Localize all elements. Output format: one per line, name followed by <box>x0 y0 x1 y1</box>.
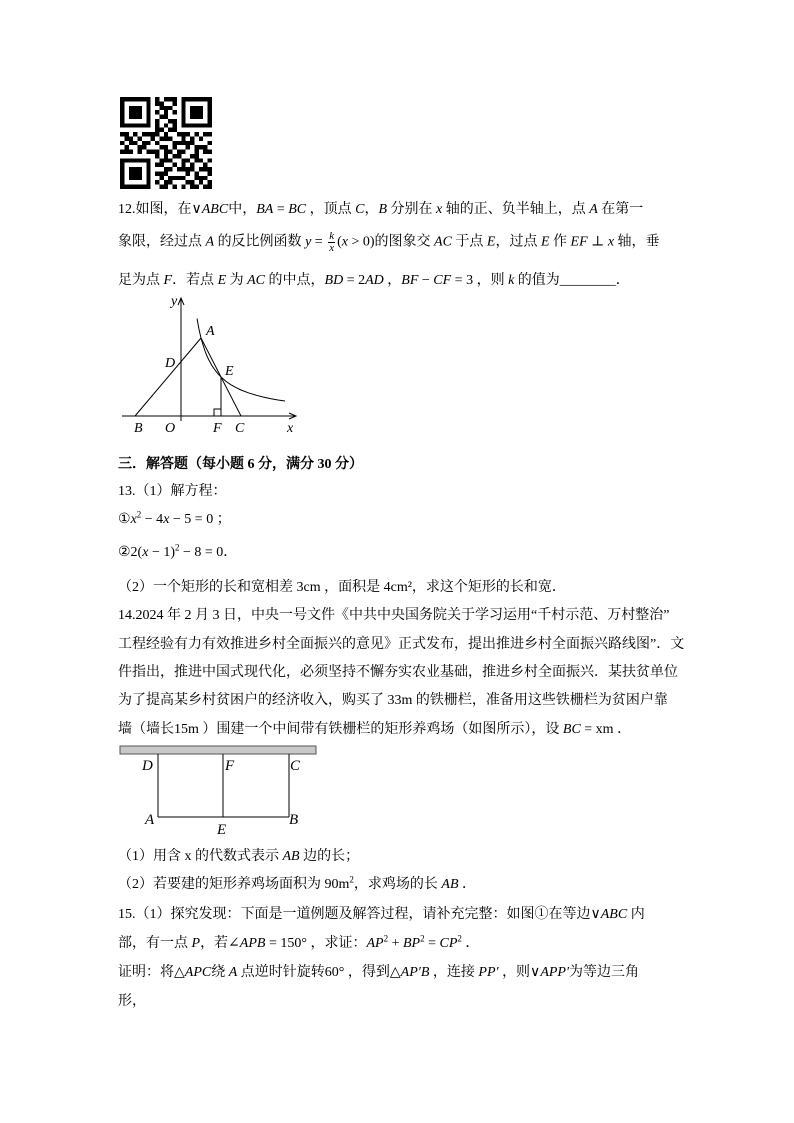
text-run: 为 <box>226 273 248 288</box>
text-run: ．若点 <box>172 273 218 288</box>
text-run: = xm ． <box>580 722 632 737</box>
math-variable: EF <box>570 234 588 250</box>
answer-blank: ________ <box>559 273 616 288</box>
math-variable: A <box>205 234 215 250</box>
text-run: ( <box>337 234 342 250</box>
text-run: > 0) <box>347 234 375 250</box>
math-variable: BC <box>288 202 307 217</box>
label-d: D <box>142 758 153 774</box>
label-e: E <box>217 822 227 838</box>
text-run: 象限，经过点 <box>118 234 206 250</box>
math-variable: P <box>191 936 201 951</box>
text-run: 轴的正、负半轴上，点 <box>442 202 590 217</box>
text-run: ． <box>461 936 480 951</box>
q13-equation-1 <box>118 510 231 530</box>
text-run: 中， <box>228 202 257 217</box>
label-f: F <box>213 421 222 436</box>
label-e: E <box>225 364 234 379</box>
text-run: = <box>273 202 289 217</box>
math-variable: B <box>378 202 388 217</box>
math-variable: ABC <box>201 202 229 217</box>
math-variable: x <box>130 512 137 527</box>
math-variable: AC <box>434 234 452 250</box>
math-variable: APP′ <box>540 965 570 980</box>
math-variable: E <box>217 273 227 288</box>
math-variable: AC <box>247 273 266 288</box>
q14-line-4 <box>118 691 668 711</box>
label-y: y <box>171 294 178 309</box>
text-run: − 4 <box>141 512 164 527</box>
text-run: ，过点 <box>495 234 541 250</box>
text-run: 的中点， <box>265 273 325 288</box>
text-run: 14.2024 年 2 月 3 日，中央一号文件《中共中央国务院关于学习运用“千村示范、万村整治” <box>118 608 670 623</box>
q14-line-5 <box>118 720 631 740</box>
text-run: − 1) <box>148 545 175 560</box>
text-run: 绕 <box>211 965 229 980</box>
q14-line-3 <box>118 663 678 683</box>
math-variable: BP <box>402 936 421 951</box>
text-run: 12.如图，在∨ <box>118 202 202 217</box>
text-run: 于点 <box>451 234 487 250</box>
text-run: ，求鸡场的长 <box>353 877 442 892</box>
fraction-denominator: x <box>329 242 335 254</box>
q13-equation-2 <box>118 543 237 563</box>
math-variable: BD <box>324 273 344 288</box>
text-run: ，则∨ <box>498 965 541 980</box>
text-run: ，连接 <box>429 965 479 980</box>
q14-figure <box>110 740 325 840</box>
text-run: ， <box>383 273 402 288</box>
text-run: − <box>418 273 434 288</box>
q13-part-2 <box>118 578 566 598</box>
section-heading: 三．解答题（每小题 6 分，满分 30 分） <box>118 457 363 472</box>
math-variable: E <box>540 234 550 250</box>
math-variable: BC <box>562 722 581 737</box>
text-run: − 8 = 0． <box>179 545 238 560</box>
fraction-numerator: k <box>329 230 335 242</box>
math-variable: x <box>607 234 615 250</box>
math-variable: BF <box>401 273 419 288</box>
q12-line-1 <box>118 200 643 220</box>
text-run: 分别在 <box>387 202 437 217</box>
label-o: O <box>165 421 176 436</box>
text-run: − 5 = 0 ； <box>169 512 231 527</box>
text-run: 的反比例函数 <box>214 234 306 250</box>
math-variable: PP′ <box>478 965 499 980</box>
math-variable: CP <box>439 936 458 951</box>
q12-figure <box>110 290 310 440</box>
text-run: 的值为 <box>514 273 560 288</box>
qr-code <box>120 97 212 189</box>
text-run: 为等边三角 <box>569 965 640 980</box>
text-run: = 2 <box>343 273 366 288</box>
label-f: F <box>225 758 235 774</box>
text-run: ⊥ <box>587 234 608 250</box>
superscript: 2 <box>175 542 180 553</box>
text-run: 部，有一点 <box>118 936 192 951</box>
text-run: ， <box>364 202 379 217</box>
q14-line-2 <box>118 635 684 655</box>
math-variable: CF <box>433 273 452 288</box>
text-run: ． <box>458 877 476 892</box>
math-variable: AB <box>441 877 459 892</box>
math-variable: k <box>508 273 515 288</box>
text-run: ． <box>615 273 630 288</box>
segment-ba <box>135 338 201 416</box>
fraction <box>328 231 335 254</box>
label-c: C <box>235 421 245 436</box>
math-variable: AP <box>366 936 384 951</box>
text-run: = <box>311 234 327 250</box>
label-a: A <box>206 324 215 339</box>
superscript: 2 <box>383 933 389 944</box>
text-run: 足为点 <box>118 273 164 288</box>
text-run: ① <box>118 512 131 527</box>
text-run: 在第一 <box>597 202 644 217</box>
math-variable: APB <box>239 936 266 951</box>
text-run: = 3 ，则 <box>451 273 509 288</box>
text-run: 为了提高某乡村贫困户的经济收入，购买了 33m 的铁栅栏，准备用这些铁栅栏为贫困户靠 <box>118 693 668 708</box>
text-run: 的图象交 <box>374 234 435 250</box>
label-b: B <box>289 812 299 828</box>
text-run: （2）一个矩形的长和宽相差 3cm ，面积是 4cm²，求这个矩形的长和宽． <box>118 580 566 595</box>
text-run: = 150° ，求证： <box>265 936 367 951</box>
q15-line-1 <box>118 905 645 925</box>
right-angle-mark <box>214 409 221 416</box>
text-run: （2）若要建的矩形养鸡场面积为 90m <box>118 877 350 892</box>
wall <box>120 746 316 754</box>
text-run: 证明：将△ <box>118 965 185 980</box>
superscript: 2 <box>349 874 354 885</box>
math-variable: y <box>305 234 312 250</box>
text-run: 内 <box>627 907 645 922</box>
text-run: 点逆时针旋转60° ，得到△ <box>237 965 401 980</box>
text-run: 轴，垂 <box>614 234 660 250</box>
math-variable: APC <box>184 965 212 980</box>
text-run: 13.（1）解方程： <box>118 484 227 499</box>
math-variable: x <box>163 512 170 527</box>
math-variable: AD <box>365 273 384 288</box>
text-run: （1）用含 x 的代数式表示 <box>118 849 283 864</box>
math-variable: ABC <box>600 907 628 922</box>
text-run: 墙（墙长15m ）围建一个中间带有铁栅栏的矩形养鸡场（如图所示），设 <box>118 722 563 737</box>
text-run: = <box>424 936 440 951</box>
text-run: 作 <box>549 234 571 250</box>
label-c: C <box>290 758 301 774</box>
math-variable: F <box>163 273 173 288</box>
label-x: x <box>287 421 294 436</box>
q14-subquestion-2 <box>118 875 476 895</box>
text-run: 件指出，推进中国式现代化，必须坚持不懈夯实农业基础，推进乡村全面振兴．某扶贫单位 <box>118 665 678 680</box>
text-run: 边的长； <box>299 849 360 864</box>
math-variable: x <box>142 545 149 560</box>
q12-line-2 <box>118 231 660 254</box>
superscript: 2 <box>136 509 142 520</box>
math-variable: x <box>436 202 443 217</box>
text-run: 15.（1）探究发现：下面是一道例题及解答过程，请补充完整：如图①在等边∨ <box>118 907 601 922</box>
superscript: 2 <box>420 933 425 944</box>
text-run: 工程经验有力有效推进乡村全面振兴的意见》正式发布，提出推进乡村全面振兴路线图”．文 <box>118 637 685 652</box>
math-variable: A <box>228 965 238 980</box>
q15-line-3 <box>118 963 639 983</box>
text-run: ②2( <box>118 545 143 560</box>
superscript: 2 <box>457 933 462 944</box>
q15-line-2 <box>118 934 479 954</box>
text-run: 形， <box>118 994 146 1009</box>
text-run: ，若∠ <box>200 936 240 951</box>
label-d: D <box>165 356 176 371</box>
math-variable: AP′B <box>400 965 430 980</box>
label-b: B <box>134 421 143 436</box>
q15-line-4 <box>118 992 146 1012</box>
q14-line-1 <box>118 606 669 626</box>
label-a: A <box>145 812 155 828</box>
q12-line-3 <box>118 271 630 291</box>
math-variable: A <box>589 202 598 217</box>
math-variable: x <box>341 234 348 250</box>
math-variable: E <box>486 234 496 250</box>
math-variable: BA <box>256 202 274 217</box>
math-variable: C <box>355 202 365 217</box>
q13-line-1 <box>118 482 227 502</box>
text-run: ，顶点 <box>306 202 356 217</box>
q14-subquestion-1 <box>118 847 359 867</box>
text-run: + <box>388 936 403 951</box>
math-variable: AB <box>282 849 300 864</box>
